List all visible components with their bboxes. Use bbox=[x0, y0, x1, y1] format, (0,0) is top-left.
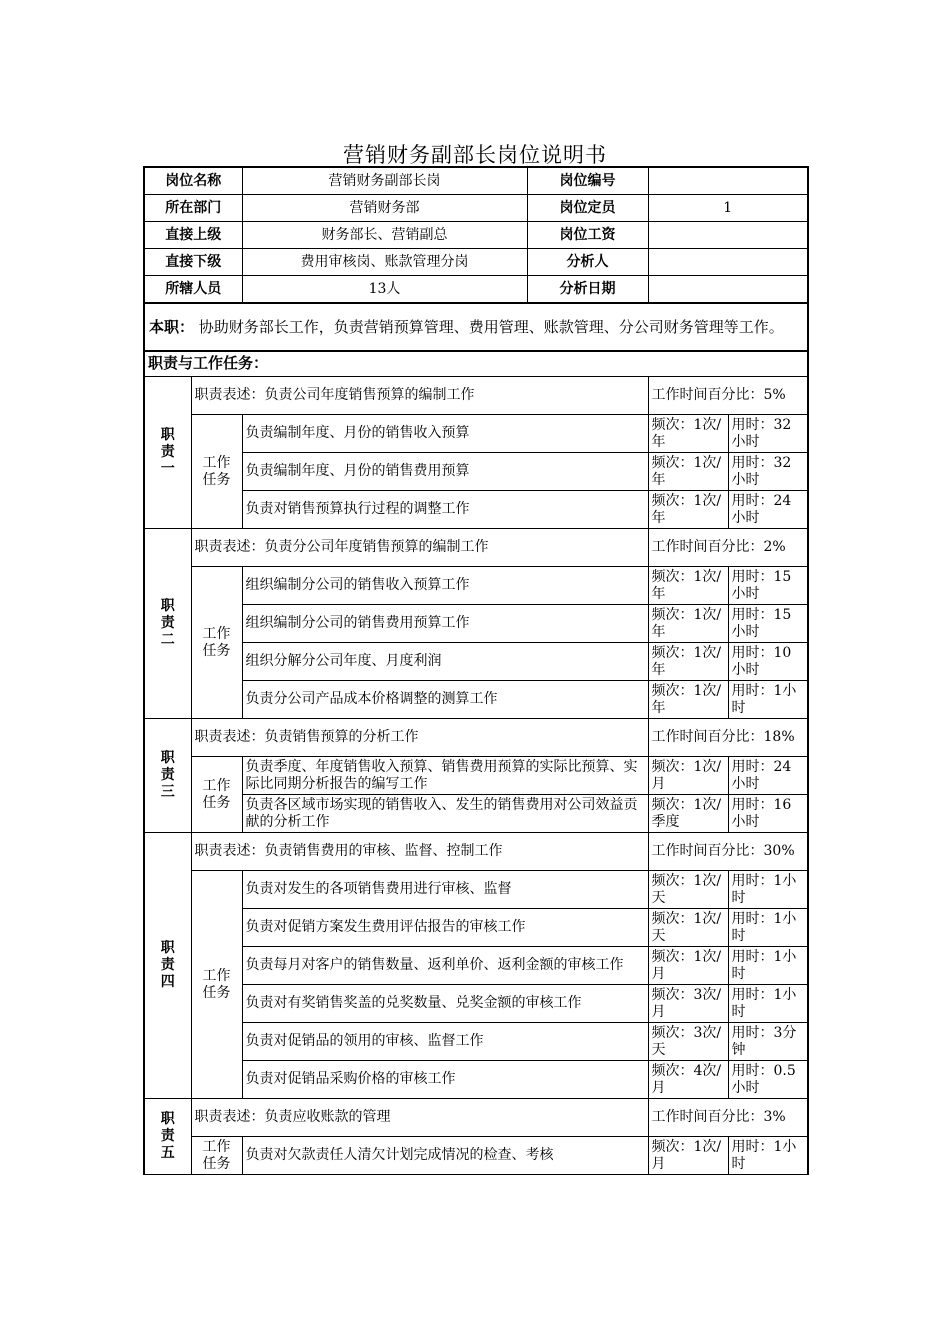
task-row bbox=[144, 415, 808, 453]
field-value bbox=[648, 249, 808, 276]
tasks-heading-row bbox=[144, 351, 808, 377]
duty-section-name-char: 四 bbox=[160, 974, 175, 990]
duty-section-name bbox=[144, 529, 191, 719]
task-text: 负责对有奖销售奖盖的兑奖数量、兑奖金额的审核工作 bbox=[242, 985, 648, 1023]
duty-summary-row bbox=[144, 303, 808, 351]
task-row bbox=[144, 947, 808, 985]
task-hours: 用时：1小时 bbox=[728, 947, 808, 985]
duty-section-name-char: 职 bbox=[160, 427, 175, 443]
duty-section-name-char: 责 bbox=[160, 444, 175, 460]
task-frequency: 频次：1次/年 bbox=[648, 415, 728, 453]
duty-section-name-char: 职 bbox=[160, 1111, 175, 1127]
task-hours: 用时：0.5小时 bbox=[728, 1061, 808, 1099]
field-label: 岗位名称 bbox=[144, 167, 242, 195]
field-value bbox=[648, 276, 808, 304]
duty-summary-label: 本职： bbox=[149, 318, 195, 336]
task-text: 负责季度、年度销售收入预算、销售费用预算的实际比预算、实际比同期分析报告的编写工作 bbox=[242, 757, 648, 795]
work-time-percentage: 工作时间百分比：5% bbox=[648, 377, 808, 415]
field-value bbox=[648, 167, 808, 195]
task-text: 负责分公司产品成本价格调整的测算工作 bbox=[242, 681, 648, 719]
task-hours: 用时：1小时 bbox=[728, 909, 808, 947]
duty-section-row bbox=[144, 377, 808, 415]
task-text: 负责对欠款责任人清欠计划完成情况的检查、考核 bbox=[242, 1137, 648, 1175]
duty-section-name-char: 职 bbox=[160, 940, 175, 956]
task-text: 负责各区域市场实现的销售收入、发生的销售费用对公司效益贡献的分析工作 bbox=[242, 795, 648, 833]
task-frequency: 频次：1次/天 bbox=[648, 871, 728, 909]
task-hours: 用时：3分钟 bbox=[728, 1023, 808, 1061]
field-label: 分析人 bbox=[527, 249, 648, 276]
task-text: 负责每月对客户的销售数量、返利单价、返利金额的审核工作 bbox=[242, 947, 648, 985]
task-row bbox=[144, 871, 808, 909]
duty-description: 职责表述：负责销售费用的审核、监督、控制工作 bbox=[191, 833, 648, 871]
duty-section-name-char: 责 bbox=[160, 957, 175, 973]
field-value: 费用审核岗、账款管理分岗 bbox=[242, 249, 527, 276]
task-row bbox=[144, 681, 808, 719]
task-row bbox=[144, 1137, 808, 1175]
field-label: 岗位工资 bbox=[527, 222, 648, 249]
task-row bbox=[144, 909, 808, 947]
task-text: 负责对促销方案发生费用评估报告的审核工作 bbox=[242, 909, 648, 947]
duty-section-name-char: 一 bbox=[160, 461, 175, 477]
duty-description: 职责表述：负责分公司年度销售预算的编制工作 bbox=[191, 529, 648, 567]
duty-section-name-char: 五 bbox=[160, 1145, 175, 1161]
duty-section-name-char: 二 bbox=[160, 632, 175, 648]
task-frequency: 频次：1次/年 bbox=[648, 643, 728, 681]
field-value: 营销财务部 bbox=[242, 195, 527, 222]
task-row bbox=[144, 491, 808, 529]
task-text: 组织编制分公司的销售收入预算工作 bbox=[242, 567, 648, 605]
field-value: 营销财务副部长岗 bbox=[242, 167, 527, 195]
task-text: 负责对促销品采购价格的审核工作 bbox=[242, 1061, 648, 1099]
task-row bbox=[144, 985, 808, 1023]
header-row bbox=[144, 167, 808, 195]
job-description-table bbox=[143, 166, 809, 1175]
field-value: 财务部长、营销副总 bbox=[242, 222, 527, 249]
task-hours: 用时：32小时 bbox=[728, 415, 808, 453]
task-frequency: 频次：1次/天 bbox=[648, 909, 728, 947]
duty-section-name bbox=[144, 719, 191, 833]
duty-section-name-char: 责 bbox=[160, 767, 175, 783]
document-title: 营销财务副部长岗位说明书 bbox=[343, 143, 607, 167]
task-row bbox=[144, 605, 808, 643]
field-label: 所辖人员 bbox=[144, 276, 242, 304]
task-hours: 用时：1小时 bbox=[728, 681, 808, 719]
field-label: 直接上级 bbox=[144, 222, 242, 249]
duty-section-row bbox=[144, 833, 808, 871]
task-frequency: 频次：1次/年 bbox=[648, 491, 728, 529]
field-label: 分析日期 bbox=[527, 276, 648, 304]
header-row bbox=[144, 276, 808, 304]
task-hours: 用时：1小时 bbox=[728, 985, 808, 1023]
task-frequency: 频次：1次/月 bbox=[648, 757, 728, 795]
tasks-heading: 职责与工作任务： bbox=[148, 354, 269, 372]
task-group-label: 工作任务 bbox=[191, 567, 242, 719]
header-row bbox=[144, 249, 808, 276]
task-hours: 用时：24小时 bbox=[728, 757, 808, 795]
header-row bbox=[144, 195, 808, 222]
field-label: 所在部门 bbox=[144, 195, 242, 222]
task-group-label: 工作任务 bbox=[191, 415, 242, 529]
task-hours: 用时：10小时 bbox=[728, 643, 808, 681]
task-frequency: 频次：4次/月 bbox=[648, 1061, 728, 1099]
field-value bbox=[648, 222, 808, 249]
duty-section-row bbox=[144, 719, 808, 757]
task-hours: 用时：24小时 bbox=[728, 491, 808, 529]
duty-section-name-char: 责 bbox=[160, 1128, 175, 1144]
duty-section-row bbox=[144, 529, 808, 567]
task-group-label: 工作任务 bbox=[191, 1137, 242, 1175]
task-text: 负责对促销品的领用的审核、监督工作 bbox=[242, 1023, 648, 1061]
duty-description: 职责表述：负责销售预算的分析工作 bbox=[191, 719, 648, 757]
header-row bbox=[144, 222, 808, 249]
work-time-percentage: 工作时间百分比：30% bbox=[648, 833, 808, 871]
task-row bbox=[144, 757, 808, 795]
task-frequency: 频次：1次/季度 bbox=[648, 795, 728, 833]
duty-section-name bbox=[144, 1099, 191, 1175]
field-label: 直接下级 bbox=[144, 249, 242, 276]
field-label: 岗位编号 bbox=[527, 167, 648, 195]
task-frequency: 频次：3次/月 bbox=[648, 985, 728, 1023]
task-text: 负责编制年度、月份的销售收入预算 bbox=[242, 415, 648, 453]
task-hours: 用时：1小时 bbox=[728, 1137, 808, 1175]
task-frequency: 频次：1次/年 bbox=[648, 453, 728, 491]
duty-description: 职责表述：负责应收账款的管理 bbox=[191, 1099, 648, 1137]
duty-summary-text: 协助财务部长工作，负责营销预算管理、费用管理、账款管理、分公司财务管理等工作。 bbox=[198, 318, 784, 336]
task-row bbox=[144, 567, 808, 605]
duty-section-row bbox=[144, 1099, 808, 1137]
task-hours: 用时：16小时 bbox=[728, 795, 808, 833]
duty-section-name bbox=[144, 377, 191, 529]
task-row bbox=[144, 643, 808, 681]
task-frequency: 频次：1次/年 bbox=[648, 605, 728, 643]
task-hours: 用时：15小时 bbox=[728, 605, 808, 643]
duty-section-name-char: 职 bbox=[160, 750, 175, 766]
task-row bbox=[144, 1061, 808, 1099]
work-time-percentage: 工作时间百分比：18% bbox=[648, 719, 808, 757]
task-group-label: 工作任务 bbox=[191, 757, 242, 833]
duty-description: 职责表述：负责公司年度销售预算的编制工作 bbox=[191, 377, 648, 415]
task-hours: 用时：32小时 bbox=[728, 453, 808, 491]
task-row bbox=[144, 453, 808, 491]
task-row bbox=[144, 1023, 808, 1061]
field-value: 13人 bbox=[242, 276, 527, 304]
task-frequency: 频次：1次/年 bbox=[648, 681, 728, 719]
task-text: 负责对销售预算执行过程的调整工作 bbox=[242, 491, 648, 529]
task-text: 负责对发生的各项销售费用进行审核、监督 bbox=[242, 871, 648, 909]
task-frequency: 频次：1次/年 bbox=[648, 567, 728, 605]
task-hours: 用时：15小时 bbox=[728, 567, 808, 605]
duty-section-name-char: 责 bbox=[160, 615, 175, 631]
work-time-percentage: 工作时间百分比：3% bbox=[648, 1099, 808, 1137]
task-frequency: 频次：3次/天 bbox=[648, 1023, 728, 1061]
task-text: 组织分解分公司年度、月度利润 bbox=[242, 643, 648, 681]
task-frequency: 频次：1次/月 bbox=[648, 1137, 728, 1175]
task-text: 负责编制年度、月份的销售费用预算 bbox=[242, 453, 648, 491]
field-value: 1 bbox=[648, 195, 808, 222]
duty-section-name-char: 职 bbox=[160, 598, 175, 614]
duty-section-name bbox=[144, 833, 191, 1099]
task-hours: 用时：1小时 bbox=[728, 871, 808, 909]
task-frequency: 频次：1次/月 bbox=[648, 947, 728, 985]
task-group-label: 工作任务 bbox=[191, 871, 242, 1099]
task-row bbox=[144, 795, 808, 833]
duty-section-name-char: 三 bbox=[160, 784, 175, 800]
work-time-percentage: 工作时间百分比：2% bbox=[648, 529, 808, 567]
field-label: 岗位定员 bbox=[527, 195, 648, 222]
task-text: 组织编制分公司的销售费用预算工作 bbox=[242, 605, 648, 643]
